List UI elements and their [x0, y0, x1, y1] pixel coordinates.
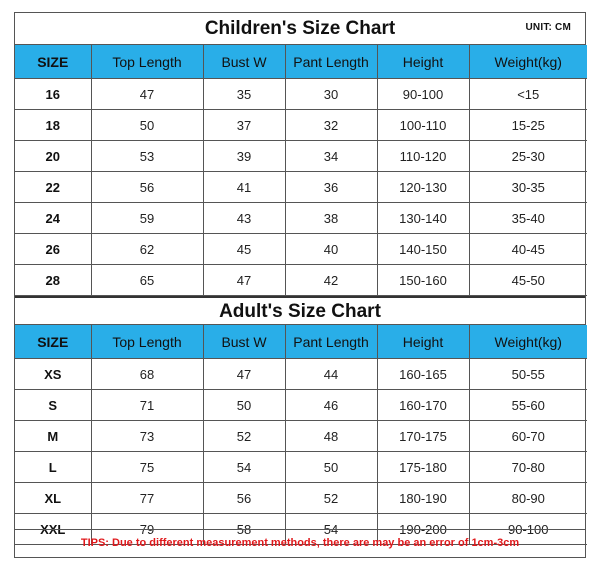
size-cell: L [15, 452, 91, 483]
top-length-cell: 50 [91, 110, 203, 141]
height-cell: 100-110 [377, 110, 469, 141]
weight-cell: 90-100 [469, 514, 587, 545]
adult-size-table [15, 325, 587, 545]
header-bust-w: Bust W [203, 325, 285, 359]
bust-w-cell: 43 [203, 203, 285, 234]
height-cell: 110-120 [377, 141, 469, 172]
size-chart-sheet [14, 12, 586, 558]
size-cell: 26 [15, 234, 91, 265]
bust-w-cell: 54 [203, 452, 285, 483]
header-weight: Weight(kg) [469, 45, 587, 79]
bust-w-cell: 39 [203, 141, 285, 172]
children-table-row [15, 79, 587, 110]
size-cell: M [15, 421, 91, 452]
weight-cell: 50-55 [469, 359, 587, 390]
children-table-row [15, 141, 587, 172]
weight-cell: 40-45 [469, 234, 587, 265]
children-chart-title: Children's Size Chart [204, 18, 396, 39]
children-table-row [15, 234, 587, 265]
weight-cell: <15 [469, 79, 587, 110]
top-length-cell: 65 [91, 265, 203, 296]
bust-w-cell: 45 [203, 234, 285, 265]
top-length-cell: 62 [91, 234, 203, 265]
top-length-cell: 75 [91, 452, 203, 483]
children-table-row [15, 265, 587, 296]
adult-table-row [15, 421, 587, 452]
pant-length-cell: 46 [285, 390, 377, 421]
top-length-cell: 68 [91, 359, 203, 390]
pant-length-cell: 52 [285, 483, 377, 514]
pant-length-cell: 36 [285, 172, 377, 203]
children-table-row [15, 172, 587, 203]
header-pant-length: Pant Length [285, 45, 377, 79]
unit-label: UNIT: CM [525, 22, 571, 33]
pant-length-cell: 42 [285, 265, 377, 296]
top-length-cell: 79 [91, 514, 203, 545]
children-header-row [15, 45, 587, 79]
size-cell: 20 [15, 141, 91, 172]
adult-table-row [15, 452, 587, 483]
pant-length-cell: 54 [285, 514, 377, 545]
weight-cell: 25-30 [469, 141, 587, 172]
size-cell: XS [15, 359, 91, 390]
weight-cell: 30-35 [469, 172, 587, 203]
height-cell: 120-130 [377, 172, 469, 203]
adult-header-row [15, 325, 587, 359]
adult-table-row [15, 390, 587, 421]
height-cell: 160-165 [377, 359, 469, 390]
header-weight: Weight(kg) [469, 325, 587, 359]
bust-w-cell: 47 [203, 265, 285, 296]
weight-cell: 60-70 [469, 421, 587, 452]
bust-w-cell: 37 [203, 110, 285, 141]
pant-length-cell: 50 [285, 452, 377, 483]
top-length-cell: 56 [91, 172, 203, 203]
bust-w-cell: 58 [203, 514, 285, 545]
weight-cell: 45-50 [469, 265, 587, 296]
height-cell: 150-160 [377, 265, 469, 296]
children-size-table [15, 45, 587, 296]
top-length-cell: 47 [91, 79, 203, 110]
bust-w-cell: 35 [203, 79, 285, 110]
size-cell: 18 [15, 110, 91, 141]
weight-cell: 55-60 [469, 390, 587, 421]
height-cell: 90-100 [377, 79, 469, 110]
bust-w-cell: 50 [203, 390, 285, 421]
size-cell: XL [15, 483, 91, 514]
weight-cell: 80-90 [469, 483, 587, 514]
top-length-cell: 59 [91, 203, 203, 234]
header-size: SIZE [15, 45, 91, 79]
weight-cell: 15-25 [469, 110, 587, 141]
pant-length-cell: 44 [285, 359, 377, 390]
bust-w-cell: 56 [203, 483, 285, 514]
weight-cell: 35-40 [469, 203, 587, 234]
bust-w-cell: 41 [203, 172, 285, 203]
height-cell: 130-140 [377, 203, 469, 234]
size-cell: 22 [15, 172, 91, 203]
adult-title-row [15, 296, 585, 325]
adult-chart-title: Adult's Size Chart [219, 301, 381, 322]
adult-table-row [15, 359, 587, 390]
pant-length-cell: 48 [285, 421, 377, 452]
bust-w-cell: 52 [203, 421, 285, 452]
top-length-cell: 53 [91, 141, 203, 172]
pant-length-cell: 38 [285, 203, 377, 234]
adult-table-row [15, 483, 587, 514]
height-cell: 190-200 [377, 514, 469, 545]
children-table-row [15, 110, 587, 141]
children-table-row [15, 203, 587, 234]
tips-note: TIPS: Due to different measurement methods, there are may be an error of 1cm-3cm [15, 529, 585, 557]
pant-length-cell: 30 [285, 79, 377, 110]
height-cell: 140-150 [377, 234, 469, 265]
size-cell: 28 [15, 265, 91, 296]
header-size: SIZE [15, 325, 91, 359]
height-cell: 170-175 [377, 421, 469, 452]
pant-length-cell: 34 [285, 141, 377, 172]
header-pant-length: Pant Length [285, 325, 377, 359]
header-top-length: Top Length [91, 325, 203, 359]
bust-w-cell: 47 [203, 359, 285, 390]
header-top-length: Top Length [91, 45, 203, 79]
pant-length-cell: 40 [285, 234, 377, 265]
height-cell: 160-170 [377, 390, 469, 421]
size-cell: 16 [15, 79, 91, 110]
pant-length-cell: 32 [285, 110, 377, 141]
header-height: Height [377, 45, 469, 79]
height-cell: 180-190 [377, 483, 469, 514]
header-bust-w: Bust W [203, 45, 285, 79]
top-length-cell: 71 [91, 390, 203, 421]
height-cell: 175-180 [377, 452, 469, 483]
top-length-cell: 73 [91, 421, 203, 452]
header-height: Height [377, 325, 469, 359]
size-cell: 24 [15, 203, 91, 234]
children-title-row [15, 13, 585, 45]
weight-cell: 70-80 [469, 452, 587, 483]
top-length-cell: 77 [91, 483, 203, 514]
size-cell: S [15, 390, 91, 421]
size-cell: XXL [15, 514, 91, 545]
